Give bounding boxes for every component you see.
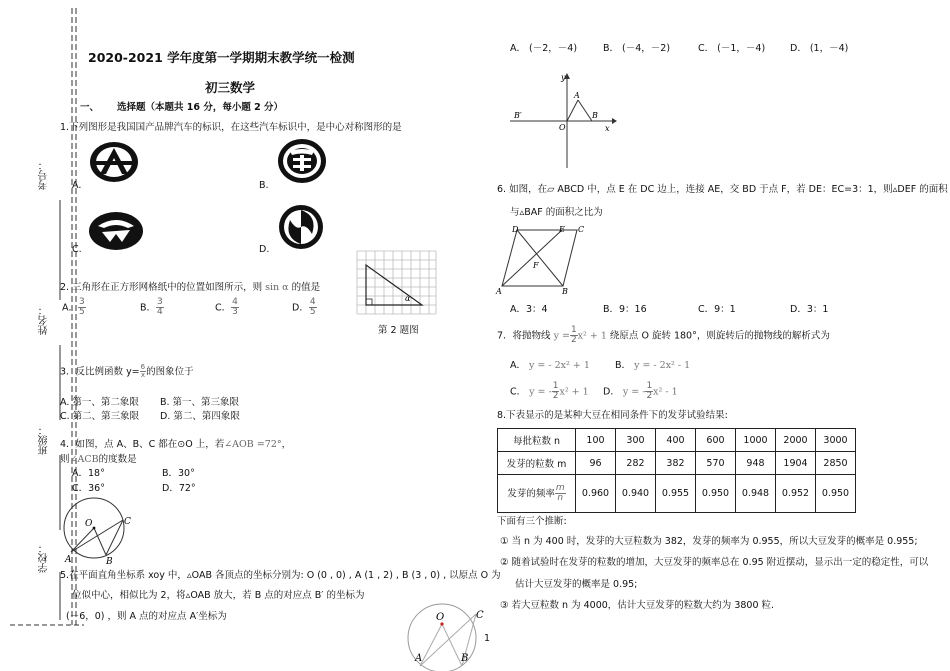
table-cell: 0.948 (736, 475, 776, 513)
q4-line2-a: 则 (60, 454, 70, 465)
q2-option-c (215, 298, 239, 318)
table-cell: 1000 (736, 429, 776, 452)
q2-c-num: 4 (232, 297, 238, 307)
q7-c-den: 2 (552, 391, 559, 402)
q2-b-num: 3 (157, 297, 163, 307)
q4-option-d: D．72° (162, 483, 196, 494)
q3-option-b: B. 第一、第三象限 (160, 397, 240, 408)
q1-option-b: B. (259, 180, 269, 191)
q2-c-den: 3 (232, 307, 238, 318)
q6-fig-d: D (512, 225, 519, 234)
q7-a-label: A． (510, 360, 526, 371)
q1-option-a: A. (72, 180, 82, 191)
q1-stem: 1.下列图形是我国国产品牌汽车的标识，在这些汽车标识中，是中心对称图形的是 (60, 122, 402, 133)
q2-b-den: 4 (157, 307, 163, 318)
q5-line1: 5.在平面直角坐标系 xoy 中，▵OAB 各顶点的坐标分别为: O (0 , 0) , A (1 , 2) , B (3 , 0) , 以原点 O 为 (60, 570, 501, 581)
row3-label-text: 发芽的频率 (507, 488, 555, 499)
table-cell: 282 (616, 452, 656, 475)
table-cell: 0.952 (776, 475, 816, 513)
logo-a-icon (88, 138, 140, 186)
q7-c-lhs: y = - (529, 386, 552, 398)
q5-fig-x: x (605, 124, 610, 133)
q7-stem-a: 7．将抛物线 (497, 330, 551, 342)
table-cell: 0.950 (816, 475, 856, 513)
table-row (498, 475, 856, 513)
q7-d-num: 1 (646, 381, 653, 391)
q5-fig-b: B (592, 111, 598, 120)
q7-orig-rhs: x² + 1 (577, 330, 607, 342)
page-number: 1 (484, 633, 491, 644)
q4-line2-b: 的度数是 (98, 454, 137, 465)
q6-option-b: B．9：16 (603, 304, 647, 315)
q6-fig-f: F (533, 261, 539, 270)
q2-fig-alpha: α (405, 294, 411, 303)
table-cell: 0.950 (696, 475, 736, 513)
table-cell: 570 (696, 452, 736, 475)
q4-fig-a: A (65, 555, 72, 565)
q4-angle2: ∠ACB (69, 454, 99, 465)
inference-title: 下面有三个推断: (497, 516, 567, 527)
q2-c-label: C． (215, 302, 232, 314)
section-number: 一、 (80, 102, 100, 113)
q5-fig-bprime: B′ (514, 111, 522, 120)
q6-fig-a: A (496, 287, 502, 296)
q7-d-rhs: x² - 1 (653, 386, 678, 398)
seed-germination-table (497, 428, 856, 513)
q6-fig-e: E (559, 225, 565, 234)
q7-orig-num: 1 (570, 325, 577, 335)
q2-stem-tail: 的值是 (291, 282, 321, 293)
q4-line2 (60, 454, 137, 465)
q8-stem: 8.下表显示的是某种大豆在相同条件下的发芽试验结果: (497, 410, 728, 421)
q5-coordinate-figure (508, 70, 618, 170)
q3-option-a: A. 第一、第二象限 (60, 397, 139, 408)
q3-stem-b: 的图象位于 (146, 366, 194, 378)
table-cell: 0.960 (576, 475, 616, 513)
inference-2-cont: 估计大豆发芽的概率是 0.95; (515, 579, 638, 590)
subject-title: 初三数学 (205, 80, 256, 95)
q4-fig-o: O (85, 519, 93, 529)
q2-option-d (292, 298, 317, 318)
q2-a-num: 3 (79, 297, 85, 307)
q7-orig-den: 2 (570, 335, 577, 346)
q7-d-label: D． (603, 386, 620, 398)
q6-fig-b: B (562, 287, 568, 296)
q6-option-c: C．9：1 (698, 304, 736, 315)
q5-option-b: B． (－4，－2) (603, 43, 671, 54)
q6-fig-c: C (578, 225, 585, 234)
q3-num: 6 (140, 363, 146, 371)
q1-option-d: D. (259, 244, 270, 255)
q7-orig-lhs: y = (553, 330, 570, 342)
q5-line3: (－6，0) ，则 A 点的对应点 A′坐标为 (66, 611, 227, 622)
q2-a-label: A． (62, 302, 78, 314)
logo-b-icon (276, 137, 328, 185)
q2-grid-figure (356, 250, 438, 318)
q4-stem (60, 439, 291, 450)
fig-a: A (415, 653, 423, 664)
table-cell: 300 (616, 429, 656, 452)
q5-fig-y: y (561, 73, 566, 82)
table-cell: 3000 (816, 429, 856, 452)
q2-sin-alpha: sin α (265, 282, 289, 293)
q2-d-den: 5 (309, 307, 316, 318)
q7-option-a (510, 360, 590, 371)
row-label-germinated: 发芽的粒数 m (498, 452, 576, 475)
row-label-count: 每批粒数 n (498, 429, 576, 452)
q3-stem-a: 3．反比例函数 y= (60, 366, 140, 378)
q4-angle: ∠AOB =72° (224, 439, 282, 450)
q5-option-c: C． (－1，－4) (698, 43, 766, 54)
q4-option-b: B．30° (162, 468, 195, 479)
q7-c-rhs: x² + 1 (559, 386, 589, 398)
q2-stem (60, 282, 320, 293)
q7-b-expr: y = - 2x² - 1 (634, 360, 691, 371)
q2-option-b (140, 298, 164, 318)
logo-c-icon (88, 210, 144, 252)
table-cell: 2850 (816, 452, 856, 475)
q7-c-num: 1 (552, 381, 559, 391)
table-cell: 600 (696, 429, 736, 452)
q7-c-label: C． (510, 386, 527, 398)
logo-d-icon (278, 204, 324, 250)
q2-b-label: B． (140, 302, 157, 314)
q5-option-a: A． (－2，－4) (510, 43, 578, 54)
inference-1: ① 当 n 为 400 时，发芽的大豆粒数为 382，发芽的频率为 0.955，所以大豆发芽的概率是 0.955; (500, 536, 918, 547)
q5-line2: 位似中心，相似比为 2，将▵OAB 放大，若 B 点的对应点 B′ 的坐标为 (72, 590, 365, 601)
exam-title: 2020-2021 学年度第一学期期末教学统一检测 (88, 50, 355, 65)
table-cell: 948 (736, 452, 776, 475)
q4-tail: ， (281, 439, 292, 450)
table-cell: 2000 (776, 429, 816, 452)
table-cell: 96 (576, 452, 616, 475)
q7-a-expr: y = - 2x² + 1 (529, 360, 590, 371)
q6-line1: 6. 如图，在▱ ABCD 中，点 E 在 DC 边上，连接 AE，交 BD 于点 F，若 DE：EC=3：1，则▵DEF 的面积 (497, 184, 948, 195)
q4-fig-b: B (106, 557, 113, 566)
row-label-frequency (498, 475, 576, 513)
inference-3: ③ 若大豆粒数 n 为 4000，估计大豆发芽的粒数大约为 3800 粒. (500, 600, 775, 611)
row3-den: n (557, 493, 564, 503)
q1-option-c: C. (72, 244, 82, 255)
q3-option-c: C. 第二、第三象限 (60, 411, 140, 422)
q3-option-d: D. 第二、第四象限 (160, 411, 240, 422)
q2-d-label: D． (292, 302, 309, 314)
fig-b: B (461, 653, 469, 664)
q4-option-a: A．18° (72, 468, 105, 479)
q7-option-c (510, 382, 589, 402)
q5-option-d: D． (1，－4) (790, 43, 849, 54)
q2-option-a (62, 298, 86, 318)
q7-option-d (603, 382, 678, 402)
q6-parallelogram-figure (495, 222, 590, 296)
q4-stem-text: 4．如图，点 A、B、C 都在⊙O 上，若 (60, 439, 225, 450)
q6-option-d: D．3：1 (790, 304, 829, 315)
table-cell: 0.955 (656, 475, 696, 513)
q7-stem-b: 绕原点 O 旋转 180°，则旋转后的抛物线的解析式为 (609, 330, 830, 342)
table-row (498, 452, 856, 475)
q4-circle-figure (58, 494, 138, 566)
q2-caption: 第 2 题图 (378, 325, 419, 336)
q4-fig-c: C (124, 517, 131, 527)
q2-d-num: 4 (309, 297, 316, 307)
q5-fig-a: A (574, 91, 580, 100)
table-cell: 0.940 (616, 475, 656, 513)
fig-o: O (436, 612, 445, 623)
q2-a-den: 5 (79, 307, 85, 318)
name-label: 姓名： (39, 305, 50, 335)
section-heading: 选择题（本题共 16 分，每小题 2 分） (117, 102, 284, 113)
q7-d-lhs: y = - (622, 386, 646, 398)
table-row (498, 429, 856, 452)
row3-num: m (555, 482, 565, 493)
table-cell: 400 (656, 429, 696, 452)
q7-b-label: B． (615, 360, 632, 371)
class-label: 班级： (39, 425, 50, 455)
fig-c: C (476, 610, 484, 621)
circle-figure (400, 602, 492, 671)
q2-stem-text: 2. 三角形在正方形网格纸中的位置如图所示，则 (60, 282, 263, 293)
table-cell: 382 (656, 452, 696, 475)
exam-number-label: 考号： (39, 160, 50, 190)
q6-option-a: A．3：4 (510, 304, 548, 315)
q4-option-c: C．36° (72, 483, 105, 494)
q6-line2: 与▵BAF 的面积之比为 (510, 207, 603, 218)
q7-stem (497, 326, 830, 346)
table-cell: 1904 (776, 452, 816, 475)
inference-2: ② 随着试验时在发芽的粒数的增加，大豆发芽的频率总在 0.95 附近摆动，显示出一定的稳定性，可以 (500, 557, 929, 568)
q7-d-den: 2 (646, 391, 653, 402)
q7-option-b (615, 360, 690, 371)
q3-stem (60, 364, 194, 380)
table-cell: 100 (576, 429, 616, 452)
q3-den: x (140, 371, 145, 380)
q5-fig-o: O (559, 123, 566, 132)
school-label: 学校： (39, 543, 50, 573)
